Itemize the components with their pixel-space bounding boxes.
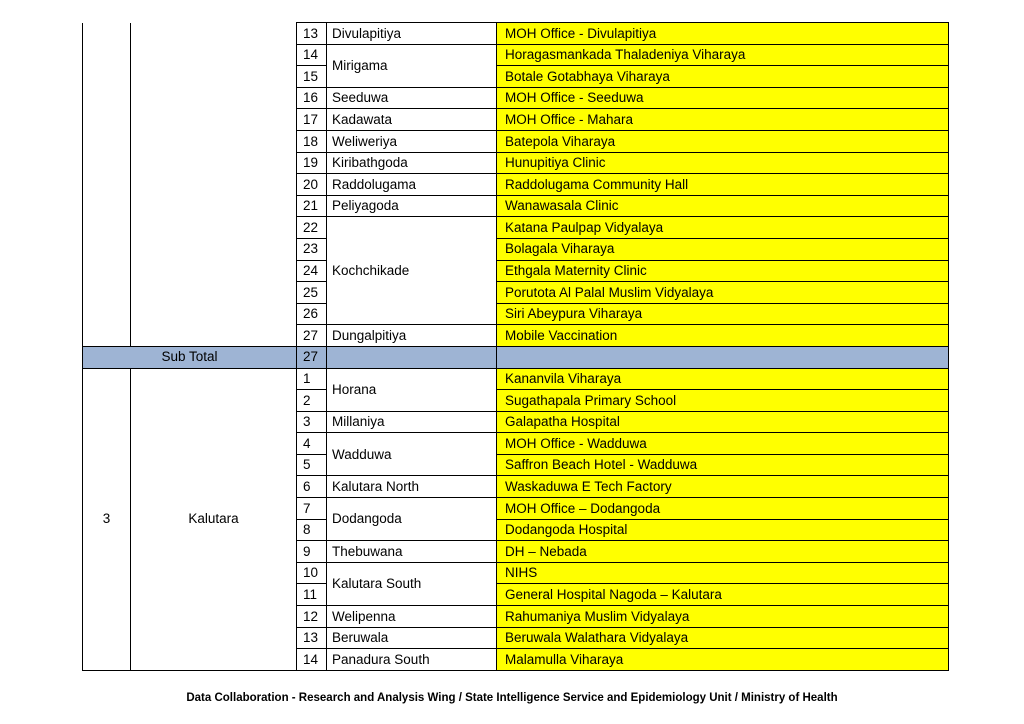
moh-area: Seeduwa: [327, 87, 497, 109]
moh-area: Divulapitiya: [327, 23, 497, 45]
row-number: 14: [297, 649, 327, 671]
moh-area: Horana: [327, 368, 497, 411]
vaccination-center: Beruwala Walathara Vidyalaya: [497, 627, 949, 649]
moh-area: Thebuwana: [327, 541, 497, 563]
subtotal-row: [83, 346, 949, 368]
row-number: 27: [297, 325, 327, 347]
row-number: 14: [297, 44, 327, 66]
row-number: 9: [297, 541, 327, 563]
subtotal-empty-cell: [327, 346, 497, 368]
vaccination-center: Horagasmankada Thaladeniya Viharaya: [497, 44, 949, 66]
moh-area: Kiribathgoda: [327, 152, 497, 174]
vaccination-center: Wanawasala Clinic: [497, 195, 949, 217]
vaccination-center: Batepola Viharaya: [497, 130, 949, 152]
row-number: 4: [297, 433, 327, 455]
moh-area: Peliyagoda: [327, 195, 497, 217]
row-number: 8: [297, 519, 327, 541]
row-number: 26: [297, 303, 327, 325]
row-number: 13: [297, 23, 327, 45]
vaccination-center: Ethgala Maternity Clinic: [497, 260, 949, 282]
vaccination-center: Malamulla Viharaya: [497, 649, 949, 671]
row-number: 1: [297, 368, 327, 390]
vaccination-center: MOH Office - Wadduwa: [497, 433, 949, 455]
moh-area: Kadawata: [327, 109, 497, 131]
vaccination-center: DH – Nebada: [497, 541, 949, 563]
vaccination-center: MOH Office – Dodangoda: [497, 498, 949, 520]
vaccination-center: Waskaduwa E Tech Factory: [497, 476, 949, 498]
row-number: 7: [297, 498, 327, 520]
vaccination-center: Porutota Al Palal Muslim Vidyalaya: [497, 282, 949, 304]
row-number: 25: [297, 282, 327, 304]
moh-area: Dungalpitiya: [327, 325, 497, 347]
row-number: 5: [297, 454, 327, 476]
table-row: [83, 23, 949, 45]
row-number: 6: [297, 476, 327, 498]
vaccination-centers-table: [82, 22, 949, 671]
moh-area: Millaniya: [327, 411, 497, 433]
row-number: 16: [297, 87, 327, 109]
row-number: 12: [297, 606, 327, 628]
row-number: 13: [297, 627, 327, 649]
vaccination-center: Saffron Beach Hotel - Wadduwa: [497, 454, 949, 476]
district-index: 3: [83, 368, 131, 670]
moh-area: Panadura South: [327, 649, 497, 671]
row-number: 22: [297, 217, 327, 239]
row-number: 2: [297, 390, 327, 412]
vaccination-center: MOH Office - Mahara: [497, 109, 949, 131]
moh-area: Raddolugama: [327, 174, 497, 196]
subtotal-empty-cell: [497, 346, 949, 368]
row-number: 10: [297, 562, 327, 584]
row-number: 23: [297, 238, 327, 260]
vaccination-center: General Hospital Nagoda – Kalutara: [497, 584, 949, 606]
vaccination-center: Siri Abeypura Viharaya: [497, 303, 949, 325]
vaccination-center: NIHS: [497, 562, 949, 584]
row-number: 21: [297, 195, 327, 217]
moh-area: Mirigama: [327, 44, 497, 87]
vaccination-center: Kananvila Viharaya: [497, 368, 949, 390]
district-index-cell: [83, 23, 131, 347]
district-name-cell: [131, 23, 297, 347]
vaccination-center: Bolagala Viharaya: [497, 238, 949, 260]
row-number: 20: [297, 174, 327, 196]
moh-area: Kochchikade: [327, 217, 497, 325]
page-footer: Data Collaboration - Research and Analysis Wing / State Intelligence Service and Epidemiology Unit / Ministry of Health: [186, 692, 838, 704]
vaccination-center: Sugathapala Primary School: [497, 390, 949, 412]
row-number: 11: [297, 584, 327, 606]
vaccination-center: MOH Office - Divulapitiya: [497, 23, 949, 45]
vaccination-center: Hunupitiya Clinic: [497, 152, 949, 174]
moh-area: Dodangoda: [327, 498, 497, 541]
moh-area: Beruwala: [327, 627, 497, 649]
vaccination-center: Mobile Vaccination: [497, 325, 949, 347]
row-number: 19: [297, 152, 327, 174]
row-number: 18: [297, 130, 327, 152]
vaccination-center: Raddolugama Community Hall: [497, 174, 949, 196]
vaccination-center: Rahumaniya Muslim Vidyalaya: [497, 606, 949, 628]
row-number: 3: [297, 411, 327, 433]
vaccination-center: Dodangoda Hospital: [497, 519, 949, 541]
vaccination-center: Botale Gotabhaya Viharaya: [497, 66, 949, 88]
table-row: [83, 368, 949, 390]
vaccination-center: Katana Paulpap Vidyalaya: [497, 217, 949, 239]
moh-area: Wadduwa: [327, 433, 497, 476]
subtotal-label: Sub Total: [83, 346, 297, 368]
moh-area: Welipenna: [327, 606, 497, 628]
moh-area: Weliweriya: [327, 130, 497, 152]
moh-area: Kalutara North: [327, 476, 497, 498]
moh-area: Kalutara South: [327, 562, 497, 605]
subtotal-count: 27: [297, 346, 327, 368]
row-number: 24: [297, 260, 327, 282]
row-number: 17: [297, 109, 327, 131]
district-name: Kalutara: [131, 368, 297, 670]
vaccination-center: MOH Office - Seeduwa: [497, 87, 949, 109]
row-number: 15: [297, 66, 327, 88]
vaccination-center: Galapatha Hospital: [497, 411, 949, 433]
